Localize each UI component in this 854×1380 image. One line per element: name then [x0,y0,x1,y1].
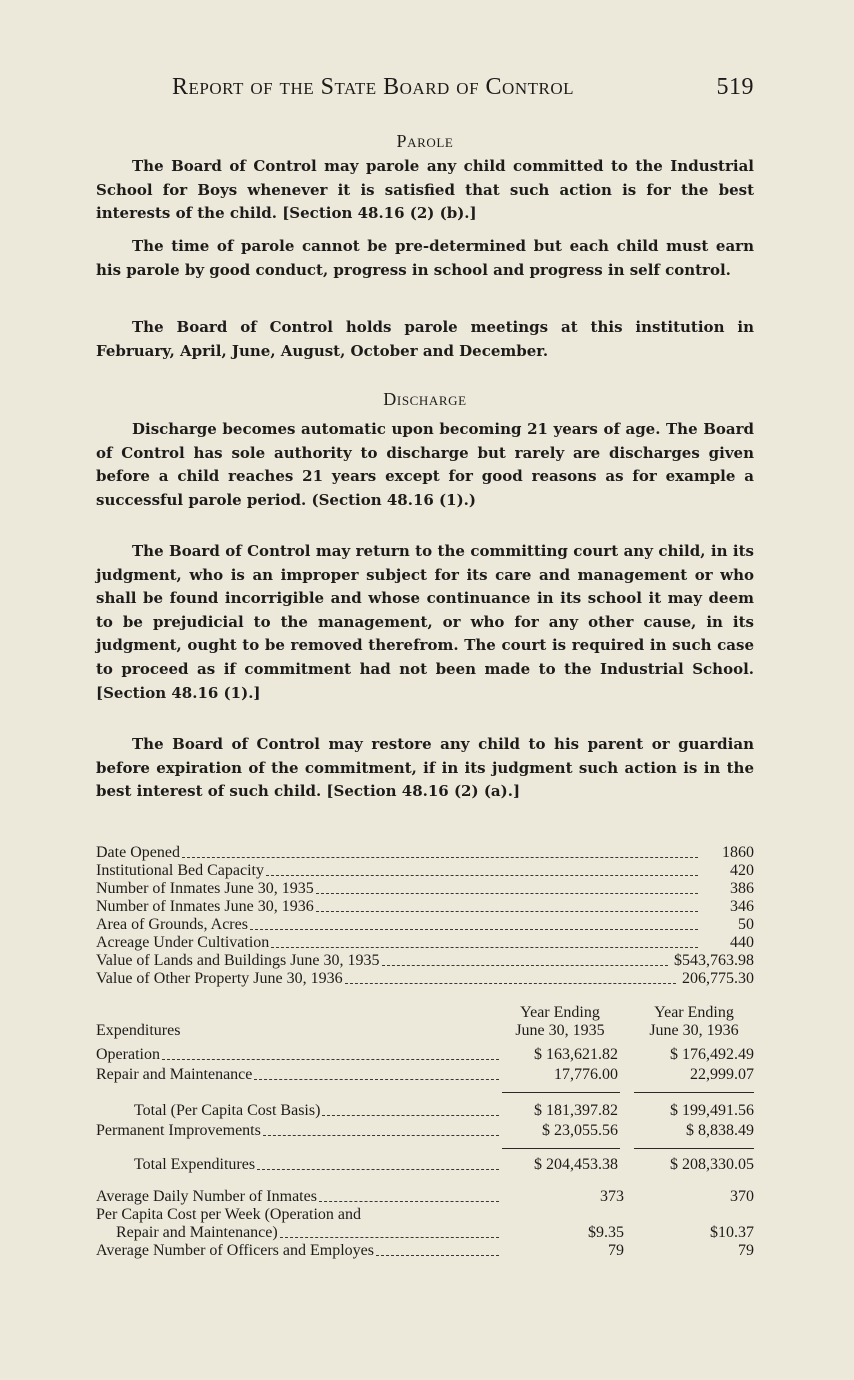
leader-dots [263,1135,499,1136]
column-header-line: June 30, 1936 [649,1022,739,1039]
stat-label: Date Opened [96,844,180,861]
leader-dots [319,1201,499,1202]
table-row [96,1242,754,1260]
stat-row [96,844,754,862]
leader-dots [254,1079,499,1080]
expenditures-label-row [96,1022,754,1040]
stat-value: 206,775.30 [682,970,754,987]
row-label: Average Daily Number of Inmates [96,1188,317,1205]
stat-value: 1860 [722,844,754,861]
stat-label: Number of Inmates June 30, 1935 [96,880,314,897]
parole-paragraph-2: The time of parole cannot be pre-determined but each child must earn his parole by good conduct, progress in school and progress in self control. [96,237,754,279]
stat-value: 346 [730,898,754,915]
row-label: Permanent Improvements [96,1122,261,1139]
parole-paragraph-1: The Board of Control may parole any child committed to the Industrial School for Boys whenever it is satisfied that such action is for the best interests of the child. [Section 48.16 (2) (b).] [96,157,754,223]
sum-rule [502,1092,620,1093]
value-1936: $10.37 [710,1224,754,1241]
value-1936: $ 208,330.05 [670,1156,754,1173]
value-1936: $ 8,838.49 [686,1122,754,1139]
discharge-paragraph-2: The Board of Control may return to the committing court any child, in its judgment, who is an improper subject for its care and management or who shall be found incorrigible and whose continuance in its school it may deem to be prejudicial to the management, or who for any other cause, in its judgment, ought to be removed therefrom. The court is required in such case to proceed as if commitment had not been made to the Industrial School. [Section 48.16 (1).] [96,542,754,702]
column-header-line: Year Ending [654,1004,734,1021]
value-1935: $9.35 [588,1224,624,1241]
discharge-paragraph-1: Discharge becomes automatic upon becoming 21 years of age. The Board of Control has sole authority to discharge but rarely are discharges given before a child reaches 21 years except for good reasons as for example a successful parole period. (Section 48.16 (1).) [96,420,754,509]
discharge-heading: Discharge [383,389,467,409]
stat-value: 50 [738,916,754,933]
value-1935: $ 163,621.82 [534,1046,618,1063]
stat-row [96,934,754,952]
stat-row [96,898,754,916]
table-row [96,1156,754,1174]
column-header-line: June 30, 1935 [515,1022,605,1039]
value-1935: 79 [608,1242,624,1259]
leader-dots [182,857,698,858]
stat-value: 440 [730,934,754,951]
stat-label: Institutional Bed Capacity [96,862,264,879]
row-label: Repair and Maintenance [96,1066,253,1083]
table-row [96,1066,754,1084]
stat-label: Number of Inmates June 30, 1936 [96,898,314,915]
leader-dots [316,911,698,912]
value-1935: $ 23,055.56 [542,1122,618,1139]
stat-label: Area of Grounds, Acres [96,916,248,933]
row-label: Average Number of Officers and Employes [96,1242,374,1259]
row-label: Total Expenditures [134,1156,256,1173]
report-title: Report of the State Board of Control [172,74,574,100]
table-row [96,1206,754,1224]
value-1935: $ 204,453.38 [534,1156,618,1173]
table-row [96,1102,754,1120]
row-label: Total (Per Capita Cost Basis) [134,1102,321,1119]
stat-row [96,970,754,988]
stat-row [96,862,754,880]
leader-dots [250,929,698,930]
stat-label: Acreage Under Cultivation [96,934,270,951]
leader-dots [280,1237,499,1238]
leader-dots [345,983,676,984]
stat-row [96,916,754,934]
parole-heading: Parole [396,131,454,151]
row-label: Operation [96,1046,160,1063]
value-1935: 373 [600,1188,624,1205]
row-label: Repair and Maintenance) [116,1224,278,1241]
leader-dots [271,947,698,948]
column-header-line: Year Ending [520,1004,600,1021]
table-row [96,1122,754,1140]
sum-rule [634,1092,754,1093]
leader-dots [322,1115,499,1116]
value-1936: 370 [730,1188,754,1205]
leader-dots [376,1255,499,1256]
discharge-paragraph-3: The Board of Control may restore any child to his parent or guardian before expiration of the commitment, if in its judgment such action is in the best interest of such child. [Section 48.16 (2) (a).] [96,735,754,801]
parole-paragraph-3: The Board of Control holds parole meetings at this institution in February, April, June, August, October and December. [96,318,754,360]
value-1935: 17,776.00 [554,1066,618,1083]
stat-value: $543,763.98 [674,952,754,969]
leader-dots [316,893,698,894]
table-row [96,1224,754,1242]
row-label: Per Capita Cost per Week (Operation and [96,1206,362,1223]
value-1936: $ 199,491.56 [670,1102,754,1119]
value-1936: 79 [738,1242,754,1259]
leader-dots [382,965,668,966]
value-1935: $ 181,397.82 [534,1102,618,1119]
leader-dots [257,1169,499,1170]
stat-label: Value of Lands and Buildings June 30, 1935 [96,952,380,969]
stat-value: 386 [730,880,754,897]
table-row [96,1046,754,1064]
running-header [172,74,754,104]
expenditures-label: Expenditures [96,1022,181,1039]
stat-label: Value of Other Property June 30, 1936 [96,970,343,987]
sum-rule [502,1148,620,1149]
leader-dots [162,1059,499,1060]
sum-rule [634,1148,754,1149]
table-row [96,1188,754,1206]
value-1936: $ 176,492.49 [670,1046,754,1063]
page-number: 519 [716,74,754,100]
stat-row [96,952,754,970]
stat-row [96,880,754,898]
leader-dots [266,875,698,876]
stat-value: 420 [730,862,754,879]
value-1936: 22,999.07 [690,1066,754,1083]
